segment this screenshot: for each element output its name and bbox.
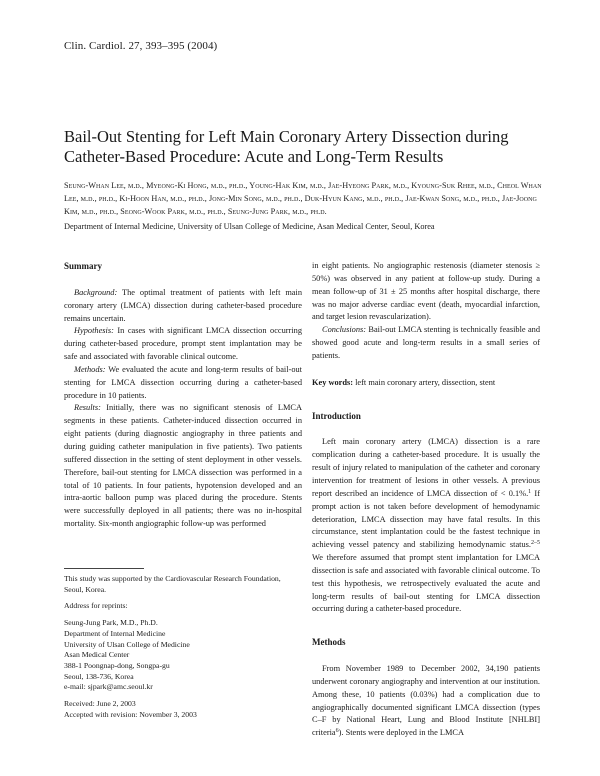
summary-results-continued: in eight patients. No angiographic restenosis (diameter stenosis ≥ 50%) was observed in any patient at follow-up study. During a mean follow-up of 31 ± 25 months after hospital discharge, there was no major adverse cardiac event (death, myocardial infarction, and target lesion revascularization).	[312, 261, 540, 322]
methods-label: Methods:	[74, 364, 106, 374]
author-list: Seung-Whan Lee, m.d., Myeong-Ki Hong, m.d., ph.d., Young-Hak Kim, m.d., Jae-Hyeong Park, m.d., Kyoung-Suk Rhee, m.d., Cheol Whan Lee, m.d., ph.d., Ki-Hoon Han, m.d., ph.d., Jong-Min Song, m.d., ph.d., Duk-Hyun Kang, m.d., ph.d., Jae-Kwan Song, m.d., ph.d., Jae-Joong Kim, m.d., ph.d., Seong-Wook Park, m.d., ph.d., Seung-Jung Park, m.d., ph.d.	[64, 181, 542, 216]
address-line: University of Ulsan College of Medicine	[64, 639, 190, 649]
summary-conclusions	[312, 324, 540, 363]
intro-text-c: We therefore assumed that prompt stent implantation for LMCA dissection is safe and associated with favorable clinical outcome. To test this hypothesis, we retrospectively evaluated the acute and long-term results of bail-out stenting for LMCA dissection occurring during a catheter-based procedure.	[312, 553, 540, 614]
background-text: The optimal treatment of patients with left main coronary artery (LMCA) dissection during catheter-based procedure remains uncertain.	[64, 287, 302, 323]
hypothesis-text: In cases with significant LMCA dissection occurring during catheter-based procedure, prompt stent implantation may be safe and associated with favorable clinical outcome.	[64, 326, 302, 362]
citation-6: 6	[335, 728, 339, 735]
address-line: Seung-Jung Park, M.D., Ph.D.	[64, 618, 158, 628]
intro-text-a: Left main coronary artery (LMCA) dissection is a rare complication during a catheter-based procedure. It is usually the result of injury related to manipulation of the catheter and coronary intervention for treatment of lesions in other vessels. A previous report described an incidence of LMCA dissection of < 0.1%.	[312, 437, 540, 498]
methods-text-b: ). Stents were deployed in the LMCA	[338, 728, 464, 738]
article-title: Bail-Out Stenting for Left Main Coronary Artery Dissection during Catheter-Based Procedure: Acute and Long-Term Results	[64, 127, 509, 166]
summary-results	[64, 402, 302, 530]
introduction-heading: Introduction	[312, 410, 361, 421]
summary-hypothesis	[64, 325, 302, 364]
results-label: Results:	[74, 403, 101, 413]
reprints-label: Address for reprints:	[64, 601, 128, 611]
summary-background	[64, 287, 302, 326]
address-line: 388-1 Poongnap-dong, Songpa-gu	[64, 660, 170, 670]
reprint-address	[64, 618, 302, 693]
citation-1: 1	[528, 488, 532, 495]
intro-text-b: If prompt action is not taken before development of hemodynamic deterioration, LMCA dissection may have fatal results. In this circumstance, stent implantation could be the fastest technique in achieving vessel patency and stabilizing hemodynamic status.	[312, 488, 540, 550]
address-line: Department of Internal Medicine	[64, 628, 166, 638]
keywords-label: Key words:	[312, 377, 354, 387]
address-line: e-mail: sjpark@amc.seoul.kr	[64, 682, 153, 692]
keywords	[312, 377, 540, 390]
address-line: Asan Medical Center	[64, 650, 130, 660]
conclusions-label: Conclusions:	[322, 325, 367, 335]
methods-text-a: From November 1989 to December 2002, 34,190 patients underwent coronary angiography and intervention at our institution. Among these, 10 patients (0.03%) had a complication due to angiographically documented significant LMCA dissection (types C–F by National Heart, Lung and Blood Institute [NHLBI] criteria	[312, 664, 540, 738]
summary-methods	[64, 364, 302, 403]
results-text: Initially, there was no significant stenosis of LMCA segments in these patients. Catheter-induced dissection occurred in eight patients (during diagnostic angiography in three patients and during guiding catheter manipulation in five patients). Two patients suffered dissection in the setting of stent deployment in other vessels. Therefore, bail-out stenting for LMCA dissection was performed in a total of 10 patients. In four patients, hypotension developed and an intra-aortic balloon pump was placed during the procedure. Stents were successfully deployed in all patients; there was no in-hospital mortality. Six-month angiographic follow-up was performed	[64, 403, 302, 529]
methods-text: We evaluated the acute and long-term results of bail-out stenting for LMCA dissection occurring during a catheter-based procedure in 10 patients.	[64, 364, 302, 400]
footnote-rule	[64, 568, 144, 569]
affiliation: Department of Internal Medicine, University of Ulsan College of Medicine, Asan Medical Center, Seoul, Korea	[64, 222, 435, 231]
footnotes	[64, 574, 302, 720]
support-note: This study was supported by the Cardiovascular Research Foundation, Seoul, Korea.	[64, 574, 281, 594]
introduction-paragraph	[312, 436, 540, 616]
summary-heading: Summary	[64, 261, 102, 271]
accepted-date: Accepted with revision: November 3, 2003	[64, 709, 197, 719]
conclusions-text: Bail-out LMCA stenting is technically feasible and showed good acute and long-term results in a small series of patients.	[312, 325, 540, 360]
methods-paragraph	[312, 663, 540, 740]
citation-2-5: 2–5	[531, 540, 540, 547]
received-date: Received: June 2, 2003	[64, 699, 136, 709]
background-label: Background:	[74, 287, 118, 297]
keywords-text: left main coronary artery, dissection, stent	[353, 377, 496, 387]
address-line: Seoul, 138-736, Korea	[64, 671, 134, 681]
methods-heading: Methods	[312, 637, 346, 648]
journal-reference: Clin. Cardiol. 27, 393–395 (2004)	[64, 40, 218, 52]
hypothesis-label: Hypothesis:	[74, 326, 114, 336]
left-column	[64, 260, 302, 531]
right-column	[312, 260, 540, 740]
